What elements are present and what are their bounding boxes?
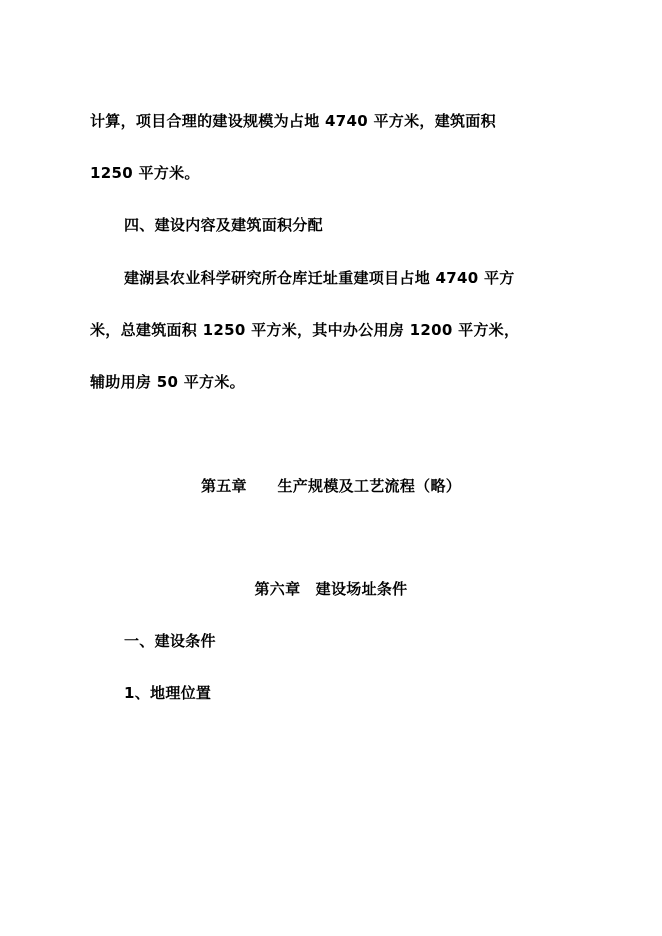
- paragraph-1-line-1: 计算，项目合理的建设规模为占地 4740 平方米，建筑面积: [90, 112, 496, 130]
- section-4-heading: 四、建设内容及建筑面积分配: [124, 216, 323, 234]
- item-heading: [124, 683, 211, 703]
- paragraph-2-line-2: 米，总建筑面积 1250 平方米，其中办公用房 1200 平方米，: [90, 321, 520, 339]
- paragraph-2-line-1: 建湖县农业科学研究所仓库迁址重建项目占地 4740 平方: [124, 269, 515, 287]
- chapter-heading: [0, 579, 662, 599]
- paragraph-line: [90, 320, 519, 340]
- paragraph-line: [90, 163, 200, 183]
- subsection-heading: [124, 631, 216, 651]
- chapter-heading: [0, 476, 662, 496]
- chapter-6-heading: 第六章 建设场址条件: [254, 580, 408, 598]
- section-heading: [124, 215, 323, 235]
- subsection-1-heading: 一、建设条件: [124, 632, 216, 650]
- paragraph-1-line-2: 1250 平方米。: [90, 164, 200, 182]
- paragraph-2-line-3: 辅助用房 50 平方米。: [90, 373, 245, 391]
- item-1-heading: 1、地理位置: [124, 684, 212, 702]
- chapter-5-heading: 第五章 生产规模及工艺流程（略）: [200, 477, 462, 495]
- paragraph-line: [90, 372, 245, 392]
- paragraph-line: [124, 268, 515, 288]
- paragraph-line: [90, 111, 496, 131]
